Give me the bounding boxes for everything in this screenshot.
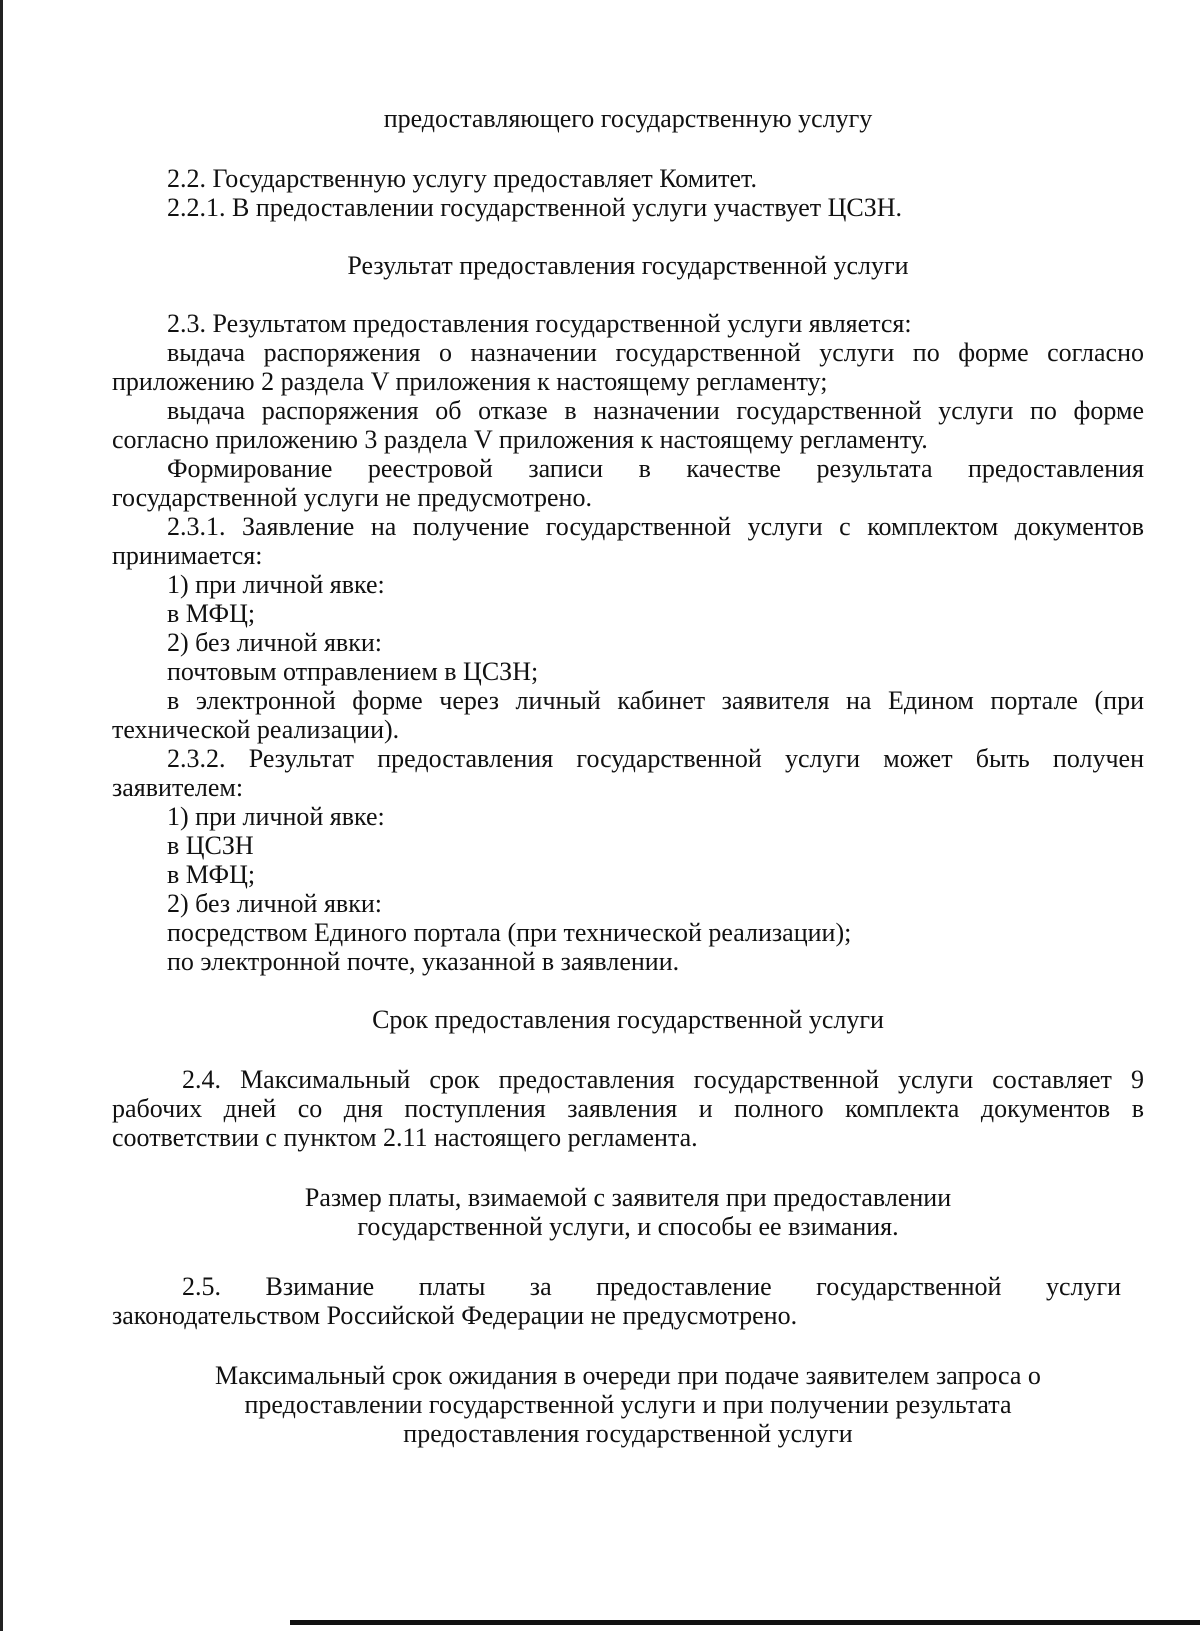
list-item: 2) без личной явки:: [167, 889, 382, 918]
heading-wait-line-3: предоставления государственной услуги: [403, 1419, 853, 1448]
clause-2-3-2: 2.3.2. Результат предоставления государственной услуги может быть получен заявителем:: [112, 744, 1144, 802]
list-item: почтовым отправлением в ЦСЗН;: [167, 657, 539, 686]
heading-result: Результат предоставления государственной услуги: [347, 251, 909, 280]
clause-2-2-1: 2.2.1. В предоставлении государственной услуги участвует ЦСЗН.: [167, 193, 903, 222]
clause-2-3-issue-refusal: выдача распоряжения об отказе в назначении государственной услуги по форме согласно приложению 3 раздела V приложения к настоящему регламенту.: [112, 396, 1144, 454]
list-item: 1) при личной явке:: [167, 802, 385, 831]
list-item: 2) без личной явки:: [167, 628, 382, 657]
list-item: в ЦСЗН: [167, 831, 254, 860]
clause-2-3-registry: Формирование реестровой записи в качестве результата предоставления государственной услуги не предусмотрено.: [112, 454, 1144, 512]
clause-2-3-issue-order: выдача распоряжения о назначении государственной услуги по форме согласно приложению 2 раздела V приложения к настоящему регламенту;: [112, 338, 1144, 396]
list-item: в электронной форме через личный кабинет заявителя на Едином портале (при технической реализации).: [112, 686, 1144, 744]
list-item: в МФЦ;: [167, 599, 256, 628]
list-item: посредством Единого портала (при технической реализации);: [167, 918, 852, 947]
scan-left-edge: [0, 0, 14, 1631]
heading-wait-line-1: Максимальный срок ожидания в очереди при подаче заявителем запроса о: [215, 1361, 1041, 1390]
clause-2-4: 2.4. Максимальный срок предоставления государственной услуги составляет 9 рабочих дней со дня поступления заявления и полного комплекта документов в соответствии с пунктом 2.11 настоящего регламента.: [112, 1065, 1144, 1152]
clause-2-5-line-1: 2.5. Взимание платы за предоставление государственной услуги: [182, 1272, 1122, 1301]
list-item: по электронной почте, указанной в заявлении.: [167, 947, 680, 976]
heading-wait-line-2: предоставлении государственной услуги и при получении результата: [244, 1390, 1012, 1419]
heading-term: Срок предоставления государственной услуги: [372, 1005, 884, 1034]
list-item: 1) при личной явке:: [167, 570, 385, 599]
page-bottom-rule: [290, 1620, 1200, 1625]
clause-2-5-line-2: законодательством Российской Федерации не предусмотрено.: [112, 1301, 798, 1330]
clause-2-2: 2.2. Государственную услугу предоставляет Комитет.: [167, 164, 757, 193]
list-item: в МФЦ;: [167, 860, 256, 889]
clause-2-3-1: 2.3.1. Заявление на получение государственной услуги с комплектом документов принимается:: [112, 512, 1144, 570]
clause-2-3: 2.3. Результатом предоставления государственной услуги является:: [167, 309, 912, 338]
heading-fee-line-1: Размер платы, взимаемой с заявителя при предоставлении: [304, 1183, 952, 1212]
document-body: [112, 104, 1144, 1448]
heading-fee-line-2: государственной услуги, и способы ее взимания.: [357, 1212, 899, 1241]
heading-provider: предоставляющего государственную услугу: [383, 104, 873, 133]
